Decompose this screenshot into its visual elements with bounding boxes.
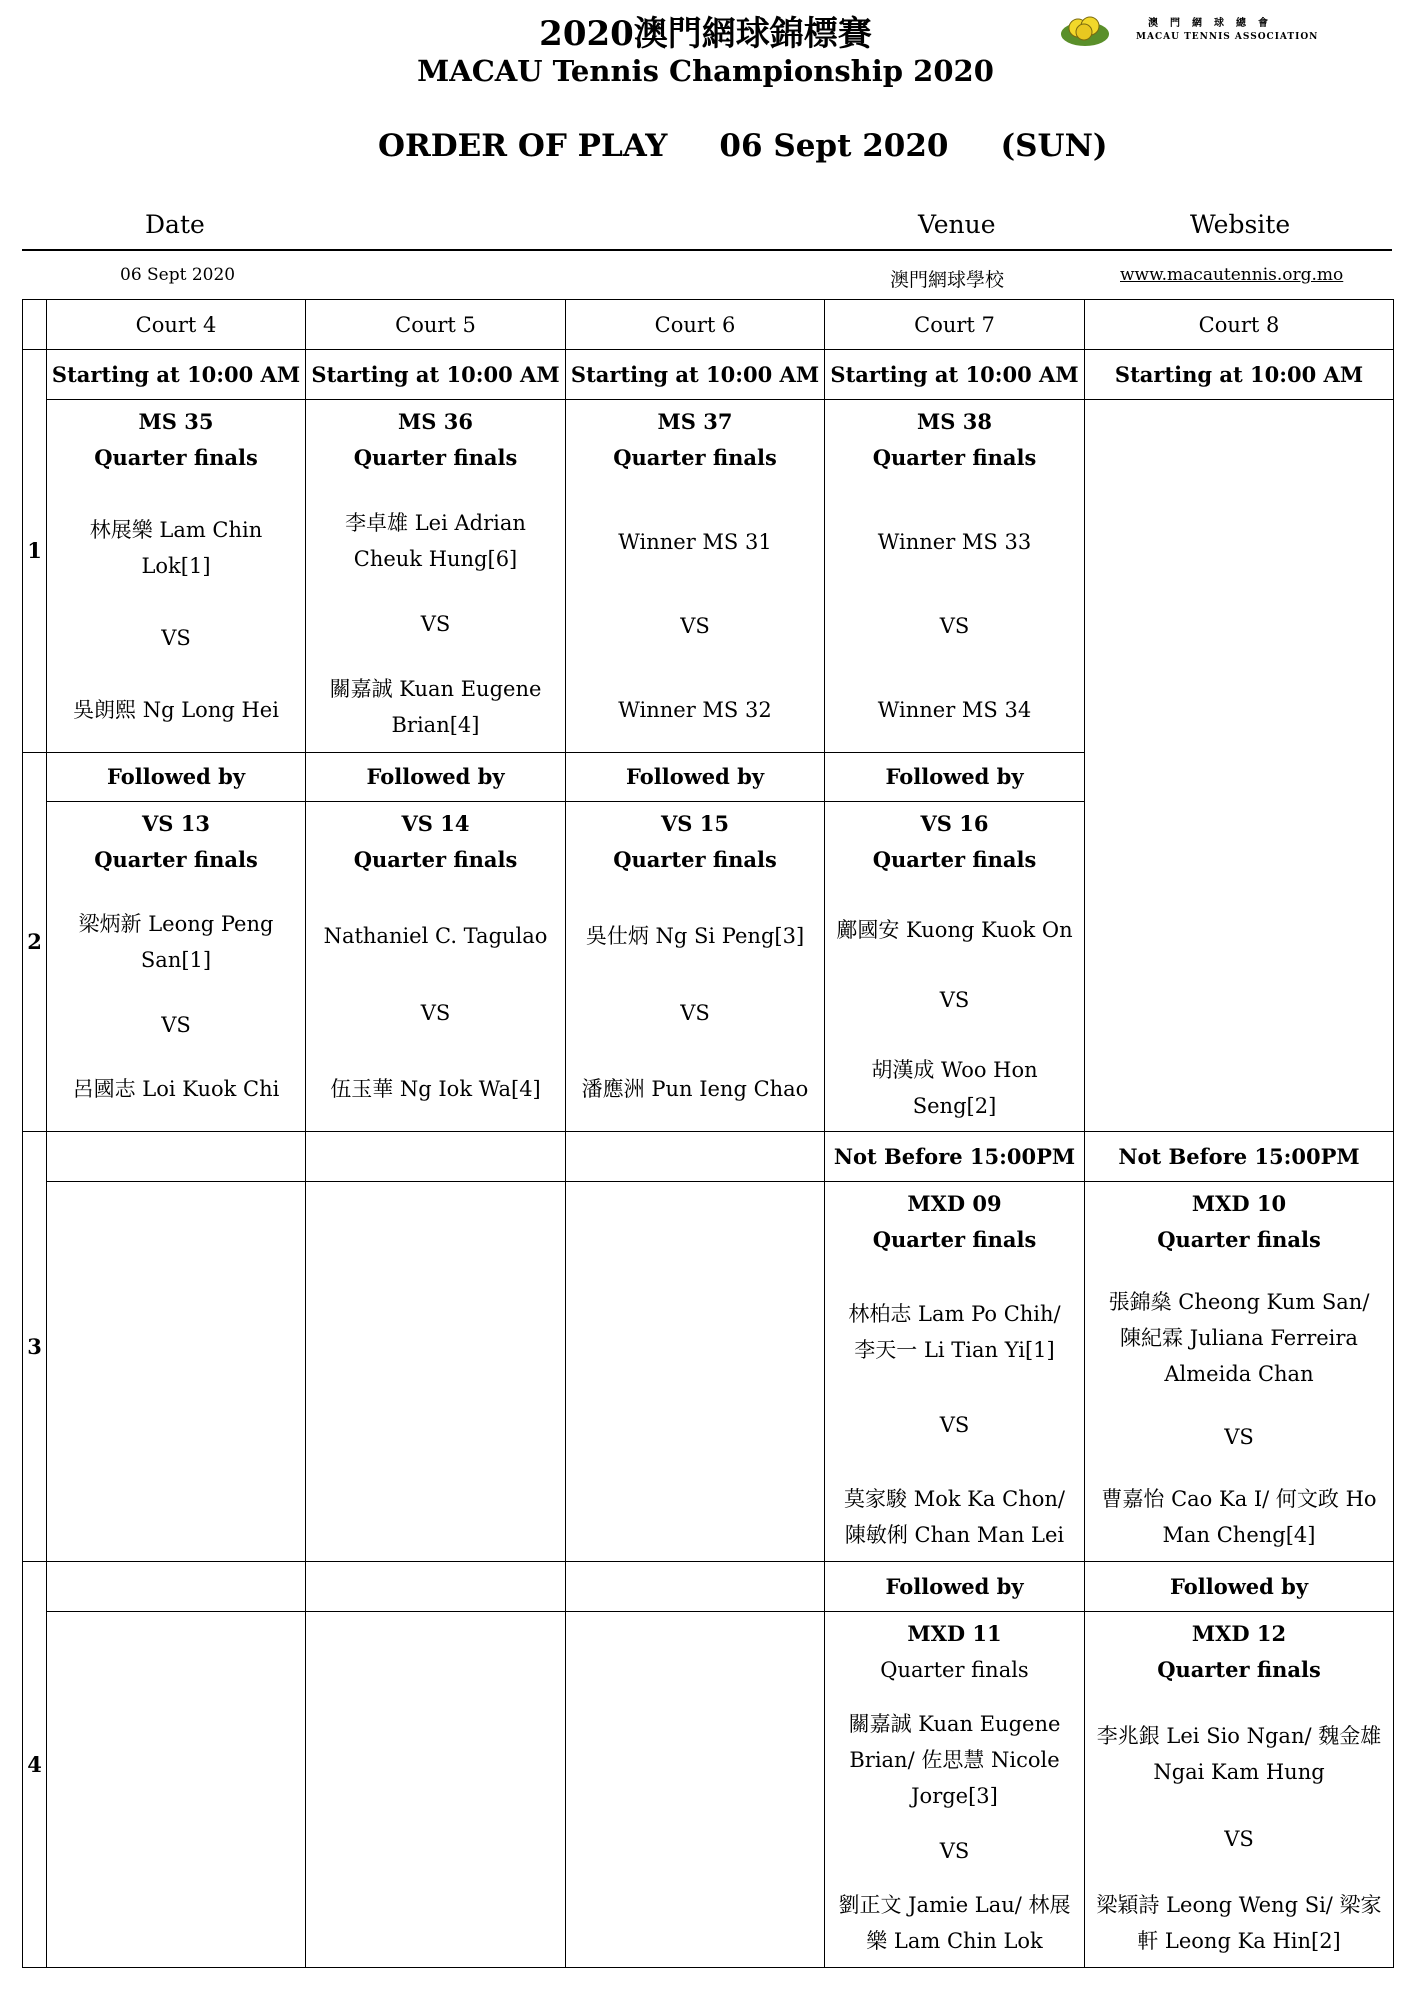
player-1: Winner MS 33 [877, 529, 1032, 554]
schedule-table [22, 299, 1394, 1968]
empty-cell [47, 1182, 306, 1562]
match-round: Quarter finals [353, 846, 518, 872]
match-code: MS 37 [657, 408, 733, 434]
player-1: 梁炳新 Leong Peng San[1] [78, 912, 274, 973]
start-time: Starting at 10:00 AM [825, 350, 1085, 400]
match-code: MS 38 [917, 408, 992, 434]
empty-cell [306, 1562, 566, 1612]
empty-cell [47, 1562, 306, 1612]
match-code: VS 16 [920, 810, 989, 836]
versus-label: VS [420, 1000, 451, 1025]
empty-cell [306, 1182, 566, 1562]
match-cell [825, 802, 1085, 1132]
match-round: Quarter finals [1157, 1226, 1321, 1252]
website-link[interactable]: www.macautennis.org.mo [1120, 265, 1344, 285]
match-code: MXD 10 [1191, 1190, 1287, 1216]
date-value: 06 Sept 2020 [120, 265, 236, 285]
versus-label: VS [161, 1012, 191, 1037]
player-2: 關嘉誠 Kuan Eugene Brian[4] [329, 676, 542, 737]
round-1-match-row [23, 400, 1394, 753]
match-round: Quarter finals [94, 846, 258, 872]
match-cell [306, 400, 566, 753]
divider-top [22, 249, 1392, 251]
match-cell [566, 400, 825, 753]
match-round: Quarter finals [353, 444, 518, 470]
order-of-play-heading [378, 128, 1108, 164]
player-1: 李兆銀 Lei Sio Ngan/ 魏金雄 Ngai Kam Hung [1096, 1724, 1382, 1785]
heading-day: (SUN) [1000, 128, 1108, 164]
player-2: 莫家駿 Mok Ka Chon/ 陳敏俐 Chan Man Lei [844, 1487, 1065, 1548]
player-1: 吳仕炳 Ng Si Peng[3] [585, 924, 805, 949]
versus-label: VS [680, 614, 710, 639]
match-code: MXD 11 [907, 1620, 1002, 1646]
match-code: VS 14 [401, 810, 470, 836]
versus-label: VS [680, 1000, 710, 1025]
venue-value: 澳門網球學校 [890, 269, 1005, 291]
empty-cell [566, 1182, 825, 1562]
round-number: 4 [23, 1562, 47, 1968]
round-3-header-row [23, 1132, 1394, 1182]
empty-cell [566, 1612, 825, 1968]
logo-english-text: MACAU TENNIS ASSOCIATION [1136, 32, 1319, 42]
player-2: Winner MS 32 [618, 698, 772, 723]
player-2: 胡漢成 Woo Hon Seng[2] [871, 1057, 1038, 1118]
round-4-match-row [23, 1612, 1394, 1968]
round-3-match-row [23, 1182, 1394, 1562]
match-cell [47, 400, 306, 753]
player-1: 李卓雄 Lei Adrian Cheuk Hung[6] [345, 510, 526, 571]
round-1-header-row [23, 350, 1394, 400]
row-number-header [23, 300, 47, 350]
empty-cell [566, 1132, 825, 1182]
title-chinese: 2020澳門網球錦標賽 [539, 14, 872, 54]
match-round: Quarter finals [613, 846, 777, 872]
player-2: 呂國志 Loi Kuok Chi [72, 1077, 280, 1102]
empty-cell [566, 1562, 825, 1612]
followed-by-label: Followed by [47, 753, 306, 802]
start-time: Starting at 10:00 AM [47, 350, 306, 400]
match-code: VS 15 [661, 810, 729, 836]
court-6-header: Court 6 [566, 300, 825, 350]
player-1: 鄺國安 Kuong Kuok On [836, 917, 1073, 942]
player-1: 張錦燊 Cheong Kum San/ 陳紀霖 Juliana Ferreira Almeida Chan [1108, 1290, 1370, 1387]
match-code: MS 35 [138, 408, 214, 434]
not-before-label: Not Before 15:00PM [1085, 1132, 1394, 1182]
match-round: Quarter finals [94, 444, 258, 470]
player-2: 吳朗熙 Ng Long Hei [73, 698, 279, 723]
versus-label: VS [1224, 1826, 1254, 1851]
match-code: MXD 09 [907, 1190, 1002, 1216]
start-time: Starting at 10:00 AM [306, 350, 566, 400]
match-cell [1085, 1182, 1394, 1562]
round-4-header-row [23, 1562, 1394, 1612]
player-2: Winner MS 34 [877, 698, 1032, 723]
followed-by-label: Followed by [825, 1562, 1085, 1612]
round-number: 1 [23, 350, 47, 753]
player-2: 伍玉華 Ng Iok Wa[4] [330, 1077, 541, 1102]
match-round: Quarter finals [872, 1226, 1037, 1252]
court-8-header: Court 8 [1085, 300, 1394, 350]
match-round: Quarter finals [872, 444, 1037, 470]
not-before-label: Not Before 15:00PM [825, 1132, 1085, 1182]
match-round: Quarter finals [1157, 1656, 1321, 1682]
empty-cell [47, 1612, 306, 1968]
versus-label: VS [161, 626, 191, 651]
round-number: 3 [23, 1132, 47, 1562]
player-2: 劉正文 Jamie Lau/ 林展樂 Lam Chin Lok [838, 1893, 1071, 1954]
versus-label: VS [939, 614, 970, 639]
followed-by-label: Followed by [825, 753, 1085, 802]
empty-cell [306, 1132, 566, 1182]
match-round: Quarter finals [613, 444, 777, 470]
match-cell [1085, 1612, 1394, 1968]
followed-by-label: Followed by [306, 753, 566, 802]
match-cell [306, 802, 566, 1132]
versus-label: VS [939, 1412, 970, 1437]
court-4-header: Court 4 [47, 300, 306, 350]
start-time: Starting at 10:00 AM [566, 350, 825, 400]
match-code: VS 13 [142, 810, 210, 836]
match-code: MS 36 [398, 408, 473, 434]
player-1: 林柏志 Lam Po Chih/ 李天一 Li Tian Yi[1] [848, 1302, 1061, 1363]
order-of-play-label: ORDER OF PLAY [378, 128, 668, 164]
match-round: Quarter finals [872, 846, 1037, 872]
player-1: 關嘉誠 Kuan Eugene Brian/ 佐思慧 Nicole Jorge[3] [848, 1712, 1061, 1809]
empty-cell [47, 1132, 306, 1182]
player-1: Winner MS 31 [618, 529, 772, 554]
match-round: Quarter finals [880, 1657, 1029, 1682]
match-cell [825, 1612, 1085, 1968]
website-label: Website [1190, 210, 1291, 239]
court-7-header: Court 7 [825, 300, 1085, 350]
start-time: Starting at 10:00 AM [1085, 350, 1394, 400]
logo-chinese-text: 澳門網球總會 [1148, 18, 1280, 29]
date-label: Date [145, 210, 205, 239]
match-cell [47, 802, 306, 1132]
player-1: 林展樂 Lam Chin Lok[1] [89, 517, 263, 578]
followed-by-label: Followed by [1085, 1562, 1394, 1612]
title-english: MACAU Tennis Championship 2020 [417, 54, 994, 88]
match-cell [566, 802, 825, 1132]
versus-label: VS [939, 1838, 970, 1863]
court-5-header: Court 5 [306, 300, 566, 350]
court-header-row [23, 300, 1394, 350]
player-1: Nathaniel C. Tagulao [323, 924, 548, 949]
empty-cell [1085, 400, 1394, 1132]
versus-label: VS [420, 611, 451, 636]
round-number: 2 [23, 753, 47, 1132]
versus-label: VS [939, 987, 970, 1012]
player-2: 曹嘉怡 Cao Ka I/ 何文政 Ho Man Cheng[4] [1101, 1487, 1377, 1548]
match-cell [825, 1182, 1085, 1562]
empty-cell [306, 1612, 566, 1968]
heading-date: 06 Sept 2020 [719, 128, 949, 164]
player-2: 潘應洲 Pun Ieng Chao [581, 1077, 809, 1102]
match-cell [825, 400, 1085, 753]
association-logo [1060, 10, 1330, 54]
match-code: MXD 12 [1191, 1620, 1287, 1646]
tennis-ball-logo-icon [1060, 14, 1110, 48]
player-2: 梁穎詩 Leong Weng Si/ 梁家軒 Leong Ka Hin[2] [1096, 1893, 1382, 1954]
venue-label: Venue [918, 210, 996, 239]
versus-label: VS [1224, 1424, 1254, 1449]
followed-by-label: Followed by [566, 753, 825, 802]
